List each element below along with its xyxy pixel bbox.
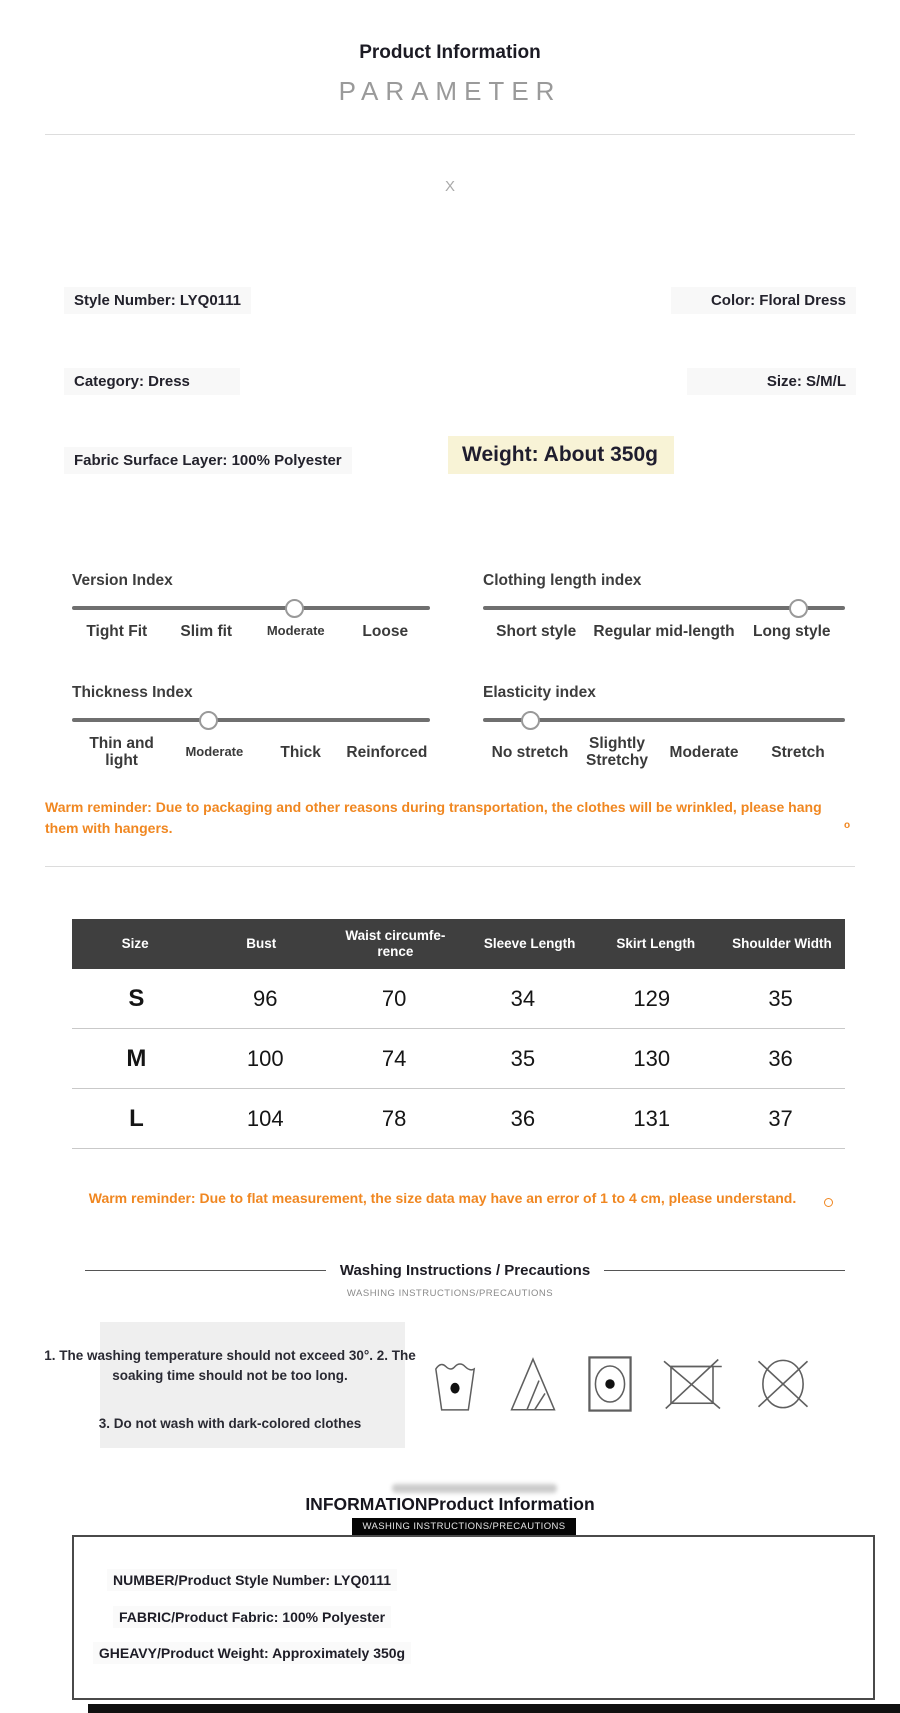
table-header-cell: Shoulder Width [732,936,832,952]
table-cell: 104 [246,1105,284,1131]
slider-title: Clothing length index [483,572,642,589]
slider-title: Elasticity index [483,684,596,701]
slider-title: Version Index [72,572,173,589]
slider-elasticity-index [483,684,845,769]
table-header-cell: Sleeve Length [483,936,576,952]
slider-label: Long style [753,623,831,640]
table-row [72,1029,845,1089]
header-line-right [604,1270,845,1271]
hand-wash-icon [430,1354,480,1414]
table-header-cell: Bust [246,936,277,952]
table-cell: S [128,984,145,1012]
washing-subtitle: WASHING INSTRUCTIONS/PRECAUTIONS [346,1288,554,1299]
table-cell: 35 [768,985,793,1011]
reminder-mark: o [844,820,851,831]
slider-label: Stretch [771,743,825,761]
table-cell: 74 [381,1045,407,1071]
slider-knob [199,711,218,730]
slider-label: Moderate [266,623,325,639]
table-cell: 130 [633,1045,671,1071]
table-cell: 131 [633,1105,671,1131]
table-cell: 36 [510,1105,536,1131]
washing-section-header [85,1262,845,1279]
bottom-black-bar [88,1704,900,1713]
washing-note-main: 1. The washing temperature should not exceed 30°. 2. The soaking time should not be too long. [44,1348,416,1384]
slider-label: No stretch [491,743,569,761]
reminder-mark [824,1198,833,1207]
slider-label: Slim fit [180,623,233,640]
slider-track [483,718,845,722]
info-line-fabric: FABRIC/Product Fabric: 100% Polyester [72,1609,432,1625]
slider-label: Moderate [669,743,739,761]
spec-style-number: Style Number: LYQ0111 [64,292,251,310]
slider-version-index [72,572,430,640]
slider-label: Short style [496,623,577,640]
spec-fabric: Fabric Surface Layer: 100% Polyester [64,452,352,470]
info-line-number: NUMBER/Product Style Number: LYQ0111 [72,1572,432,1588]
slider-label: Loose [362,623,409,640]
table-cell: 96 [253,985,278,1011]
decorative-smudge [392,1484,557,1493]
broken-image-placeholder-x: X [444,178,455,195]
table-cell: 70 [381,985,407,1011]
slider-thickness-index [72,684,430,769]
size-table [72,919,845,1149]
table-cell: 37 [768,1105,793,1131]
reminder-measurement: Warm reminder: Due to flat measurement, the size data may have an error of 1 to 4 cm, please understand. [88,1190,797,1206]
table-cell: 78 [381,1105,407,1131]
slider-label: Thick [280,743,321,761]
table-cell: L [129,1104,144,1132]
table-row [72,969,845,1029]
section-divider [45,866,855,867]
spec-size: Size: S/M/L [687,373,856,391]
washing-title: Washing Instructions / Precautions [339,1262,591,1279]
page-subtitle: PARAMETER [338,76,562,106]
spec-weight: Weight: About 350g [448,443,674,467]
header-line-left [85,1270,326,1271]
washing-note-secondary: 3. Do not wash with dark-colored clothes [98,1416,362,1431]
header-divider [45,134,855,135]
slider-label: Slightly Stretchy [585,735,649,770]
info-section-title: INFORMATIONProduct Information [305,1494,595,1514]
do-not-iron-icon [660,1356,724,1412]
table-cell: 100 [246,1045,284,1071]
slider-knob [521,711,540,730]
table-header-cell: Skirt Length [616,936,696,952]
spec-color: Color: Floral Dress [671,292,856,310]
reminder-transport: Warm reminder: Due to packaging and other reasons during transportation, the clothes will be wrinkled, please hang them with hangers. [45,799,822,836]
info-line-weight: GHEAVY/Product Weight: Approximately 350g [72,1645,432,1661]
slider-label: Tight Fit [86,623,148,640]
info-section-badge: WASHING INSTRUCTIONS/PRECAUTIONS [352,1518,576,1535]
table-cell: 35 [510,1045,536,1071]
slider-track [72,718,430,722]
slider-label: Reinforced [346,743,428,761]
slider-knob [789,599,808,618]
table-header-cell: Size [121,936,149,952]
slider-label: Moderate [185,743,244,759]
table-row [72,1089,845,1149]
slider-label: Regular mid-length [593,623,735,640]
table-cell: 129 [633,985,671,1011]
table-cell: 34 [510,985,536,1011]
table-header-cell: Waist circumfe-rence [345,928,446,959]
do-not-bleach-icon [507,1354,559,1414]
slider-knob [285,599,304,618]
do-not-dry-clean-icon [751,1356,815,1412]
slider-label: Thin and light [89,735,154,770]
laundry-icons [430,1352,815,1416]
slider-clothing-length-index [483,572,845,640]
size-table-header [72,919,845,969]
spec-category: Category: Dress [64,373,240,391]
slider-title: Thickness Index [72,684,193,701]
page-title: Product Information [359,42,541,63]
tumble-dry-icon [586,1352,634,1416]
slider-track [72,606,430,610]
table-cell: M [126,1044,147,1072]
slider-track [483,606,845,610]
table-cell: 36 [768,1045,793,1071]
